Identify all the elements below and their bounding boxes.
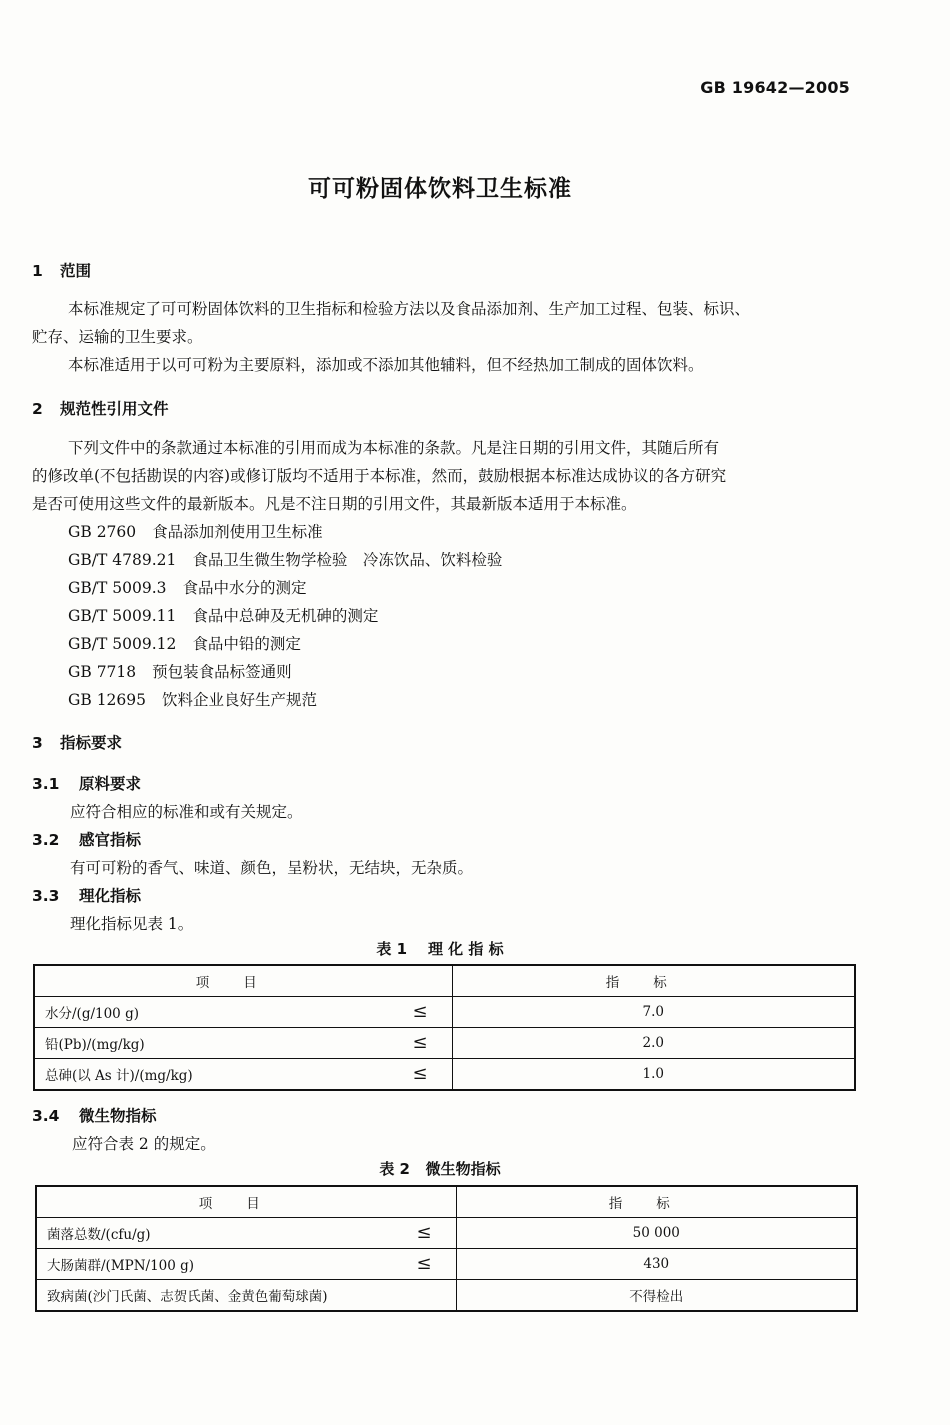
table-cell-item: 总砷(以 As 计)/(mg/kg) ≤ (34, 1059, 452, 1091)
section-3-4-text: 应符合表 2 的规定。 (72, 1135, 216, 1153)
section-title: 感官指标 (79, 831, 142, 849)
table-cell-item: 水分/(g/100 g) ≤ (34, 997, 452, 1028)
reference-item (68, 688, 317, 710)
reference-title: 预包装食品标签通则 (152, 663, 292, 681)
table-header-item: 项目 (34, 965, 452, 997)
section-1-heading (32, 259, 91, 281)
table-caption-title: 微生物指标 (425, 1160, 501, 1178)
less-equal-sign: ≤ (412, 1063, 428, 1084)
table-cell-value: 430 (456, 1249, 857, 1280)
section-3-2-text: 有可可粉的香气、味道、颜色，呈粉状，无结块，无杂质。 (70, 859, 474, 877)
section-2-para-line1: 下列文件中的条款通过本标准的引用而成为本标准的条款。凡是注日期的引用文件，其随后所有 (68, 439, 720, 457)
section-1-para2: 本标准适用于以可可粉为主要原料，添加或不添加其他辅料，但不经热加工制成的固体饮料。 (68, 356, 704, 374)
page-title: 可可粉固体饮料卫生标准 (308, 176, 572, 202)
reference-code: GB 7718 (68, 663, 137, 681)
section-number: 3.3 (32, 887, 60, 905)
section-number: 3.4 (32, 1107, 60, 1125)
reference-code: GB/T 5009.12 (68, 635, 177, 653)
reference-title: 食品添加剂使用卫生标准 (152, 523, 323, 541)
reference-title: 食品卫生微生物学检验 冷冻饮品、饮料检验 (192, 551, 503, 569)
table-row (34, 997, 855, 1028)
reference-item (68, 660, 292, 682)
less-equal-sign: ≤ (412, 1032, 428, 1053)
table-caption-number: 表 2 (379, 1160, 410, 1178)
table-cell-value: 2.0 (452, 1028, 855, 1059)
table-cell-item: 菌落总数/(cfu/g) ≤ (36, 1218, 456, 1249)
table-1-caption (0, 938, 880, 959)
table-header-row (36, 1186, 857, 1218)
section-title: 理化指标 (79, 887, 142, 905)
reference-code: GB/T 4789.21 (68, 551, 177, 569)
reference-title: 食品中总砷及无机砷的测定 (192, 607, 379, 625)
section-1-para1-line1: 本标准规定了可可粉固体饮料的卫生指标和检验方法以及食品添加剂、生产加工过程、包装、标识、 (68, 300, 751, 318)
table-row (36, 1280, 857, 1312)
table-header-value: 指标 (452, 965, 855, 997)
section-number: 3.1 (32, 775, 60, 793)
table-cell-item: 铅(Pb)/(mg/kg) ≤ (34, 1028, 452, 1059)
table-caption-title: 理 化 指 标 (427, 940, 504, 958)
section-number: 2 (32, 400, 43, 418)
section-title: 范围 (60, 262, 92, 280)
table-cell-value: 50 000 (456, 1218, 857, 1249)
table-row (34, 1028, 855, 1059)
reference-code: GB/T 5009.3 (68, 579, 167, 597)
section-2-para-line2: 的修改单(不包括勘误的内容)或修订版均不适用于本标准，然而，鼓励根据本标准达成协议的各方研究 (32, 467, 727, 485)
reference-item (68, 632, 301, 654)
less-equal-sign: ≤ (416, 1253, 432, 1274)
section-3-3-heading (32, 884, 141, 906)
reference-title: 食品中铅的测定 (192, 635, 301, 653)
table-caption-number: 表 1 (376, 940, 408, 958)
less-equal-sign: ≤ (416, 1222, 432, 1243)
reference-code: GB/T 5009.11 (68, 607, 177, 625)
table-header-value: 指标 (456, 1186, 857, 1218)
standard-number: GB 19642—2005 (700, 78, 850, 97)
section-number: 1 (32, 262, 43, 280)
section-3-1-text: 应符合相应的标准和或有关规定。 (70, 803, 303, 821)
reference-item (68, 576, 307, 598)
less-equal-sign: ≤ (412, 1001, 428, 1022)
section-number: 3.2 (32, 831, 60, 849)
table-cell-value: 1.0 (452, 1059, 855, 1091)
section-2-para-line3: 是否可使用这些文件的最新版本。凡是不注日期的引用文件，其最新版本适用于本标准。 (32, 495, 637, 513)
section-title: 原料要求 (79, 775, 142, 793)
table-cell-value: 不得检出 (456, 1280, 857, 1312)
reference-title: 食品中水分的测定 (182, 579, 307, 597)
table-row (36, 1249, 857, 1280)
section-title: 微生物指标 (79, 1107, 157, 1125)
table-1 (33, 964, 856, 1091)
reference-item (68, 520, 323, 542)
table-cell-item: 致病菌(沙门氏菌、志贺氏菌、金黄色葡萄球菌) (36, 1280, 456, 1312)
section-2-heading (32, 397, 169, 419)
table-row (36, 1218, 857, 1249)
section-1-para1-line2: 贮存、运输的卫生要求。 (32, 328, 203, 346)
table-header-item: 项目 (36, 1186, 456, 1218)
table-2-caption (0, 1158, 880, 1179)
reference-title: 饮料企业良好生产规范 (162, 691, 318, 709)
table-2 (35, 1185, 858, 1312)
table-header-row (34, 965, 855, 997)
section-title: 指标要求 (60, 734, 123, 752)
table-cell-item: 大肠菌群/(MPN/100 g) ≤ (36, 1249, 456, 1280)
section-3-2-heading (32, 828, 141, 850)
section-3-1-heading (32, 772, 141, 794)
reference-item (68, 548, 502, 570)
reference-code: GB 12695 (68, 691, 147, 709)
section-3-heading (32, 731, 122, 753)
section-3-4-heading (32, 1104, 157, 1126)
table-row (34, 1059, 855, 1091)
reference-item (68, 604, 378, 626)
section-number: 3 (32, 734, 43, 752)
reference-code: GB 2760 (68, 523, 137, 541)
section-title: 规范性引用文件 (60, 400, 169, 418)
section-3-3-text: 理化指标见表 1。 (70, 915, 194, 933)
table-cell-value: 7.0 (452, 997, 855, 1028)
